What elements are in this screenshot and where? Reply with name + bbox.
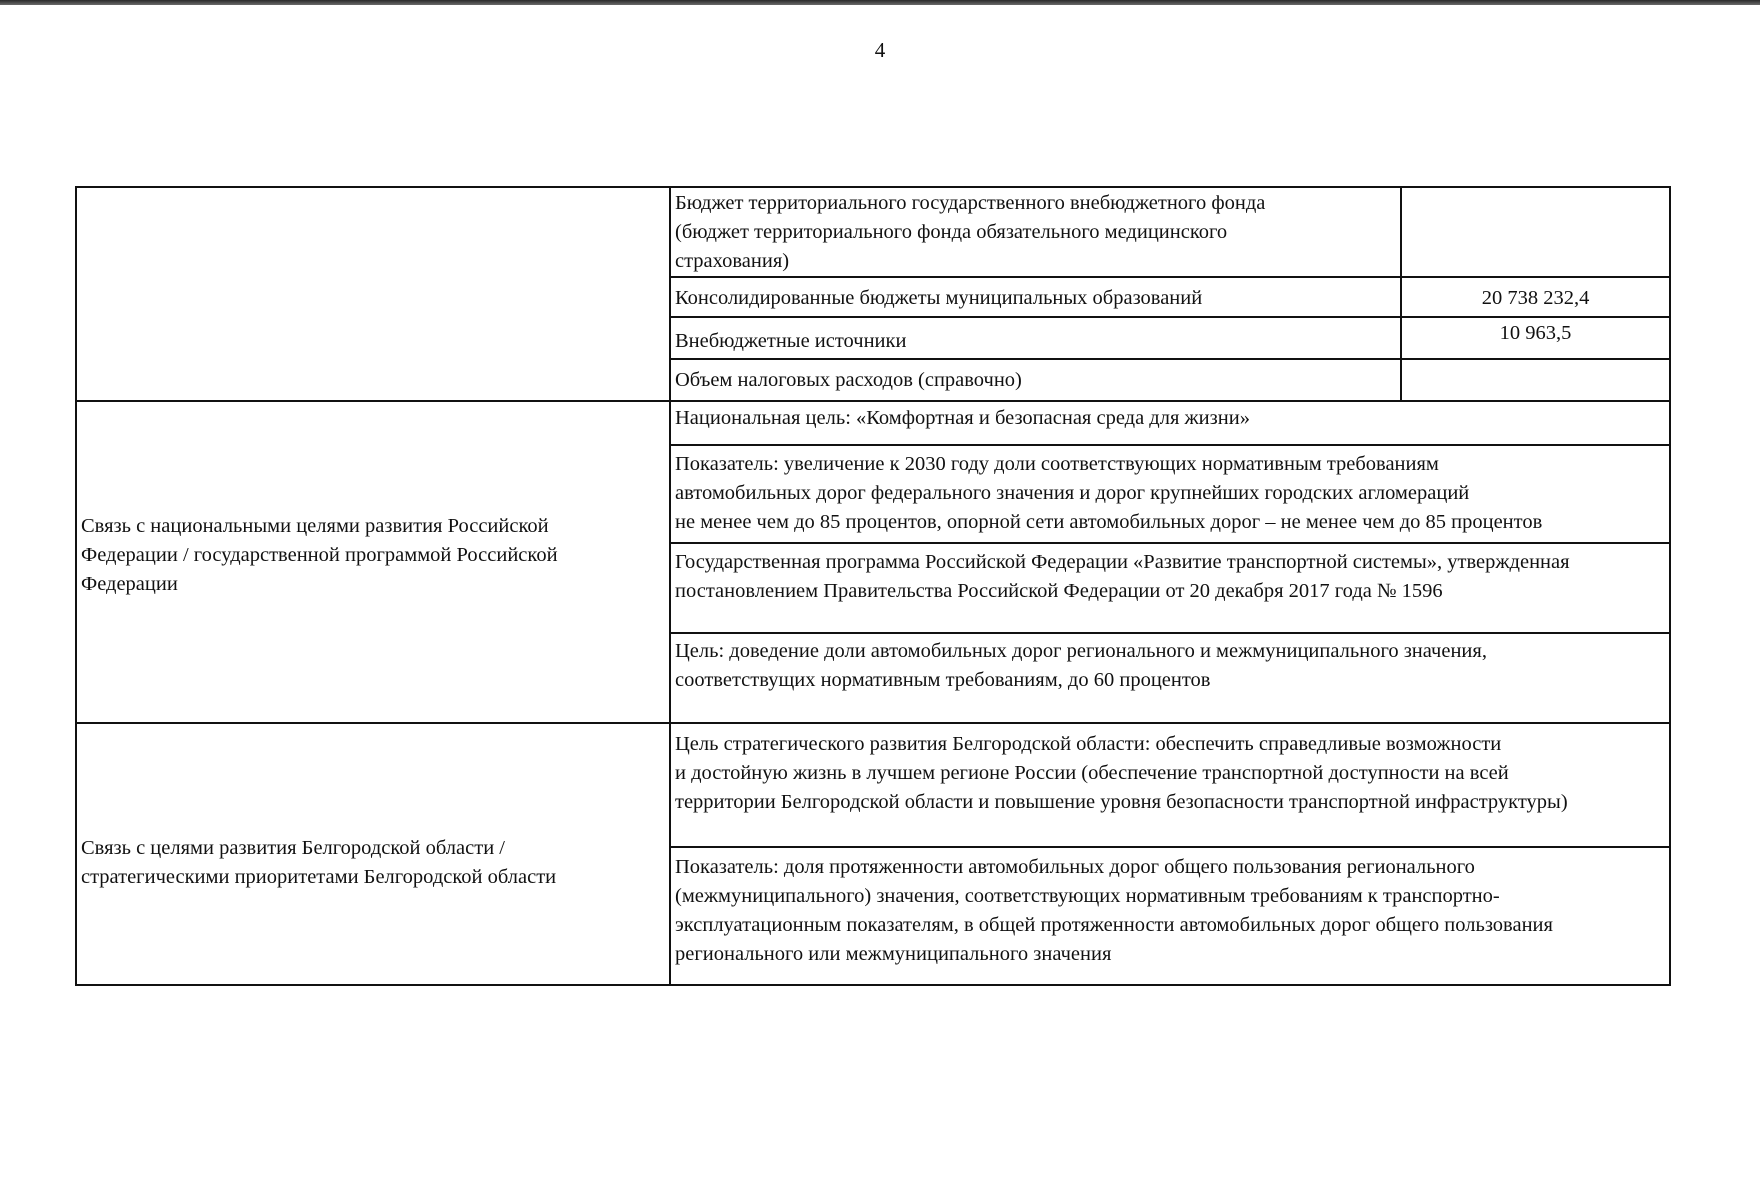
finance-row-label: Внебюджетные источники <box>671 318 1402 360</box>
finance-row-value: 20 738 232,4 <box>1402 278 1669 318</box>
finance-row-value <box>1402 360 1669 402</box>
finance-row-label: Объем налоговых расходов (справочно) <box>671 360 1402 402</box>
passport-table <box>75 186 1671 986</box>
national-goal-row: Национальная цель: «Комфортная и безопасная среда для жизни» <box>671 402 1669 446</box>
state-program-row: Государственная программа Российской Федерации «Развитие транспортной системы», утвержденная постановлением Правительства Российской Федерации от 20 декабря 2017 года № 1596 <box>671 544 1669 634</box>
page-number: 4 <box>874 38 886 62</box>
finance-row-value: 10 963,5 <box>1402 318 1669 360</box>
regional-goals-label: Связь с целями развития Белгородской области / стратегическими приоритетами Белгородской области <box>77 724 671 984</box>
national-indicator-row: Показатель: увеличение к 2030 году доли соответствующих нормативным требованиям автомобильных дорог федерального значения и дорог крупнейших городских агломераций не менее чем до 85 процентов, опорной сети автомобильных дорог – не менее чем до 85 процентов <box>671 446 1669 544</box>
finance-label-cell <box>77 188 671 402</box>
national-goals-label: Связь с национальными целями развития Российской Федерации / государственной программой Российской Федерации <box>77 402 671 724</box>
scan-edge <box>0 0 1760 5</box>
finance-row-value <box>1402 188 1669 278</box>
regional-indicator-row: Показатель: доля протяженности автомобильных дорог общего пользования регионального (межмуниципального) значения, соответствующих нормативным требованиям к транспортно- эксплуатационным показателям, в общей протяженности автомобильных дорог общего пользования регионального или межмуниципального значения <box>675 856 1553 965</box>
finance-row-label: Бюджет территориального государственного внебюджетного фонда (бюджет территориального фонда обязательного медицинского страхования) <box>671 188 1402 278</box>
national-target-row: Цель: доведение доли автомобильных дорог регионального и межмуниципального значения, соответствущих нормативным требованиям, до 60 процентов <box>671 634 1669 724</box>
finance-row-label: Консолидированные бюджеты муниципальных образований <box>671 278 1402 318</box>
regional-goal-row: Цель стратегического развития Белгородской области: обеспечить справедливые возможности и достойную жизнь в лучшем регионе России (обеспечение транспортной доступности на всей территории Белгородской области и повышение уровня безопасности транспортной инфраструктуры) <box>671 724 1669 848</box>
